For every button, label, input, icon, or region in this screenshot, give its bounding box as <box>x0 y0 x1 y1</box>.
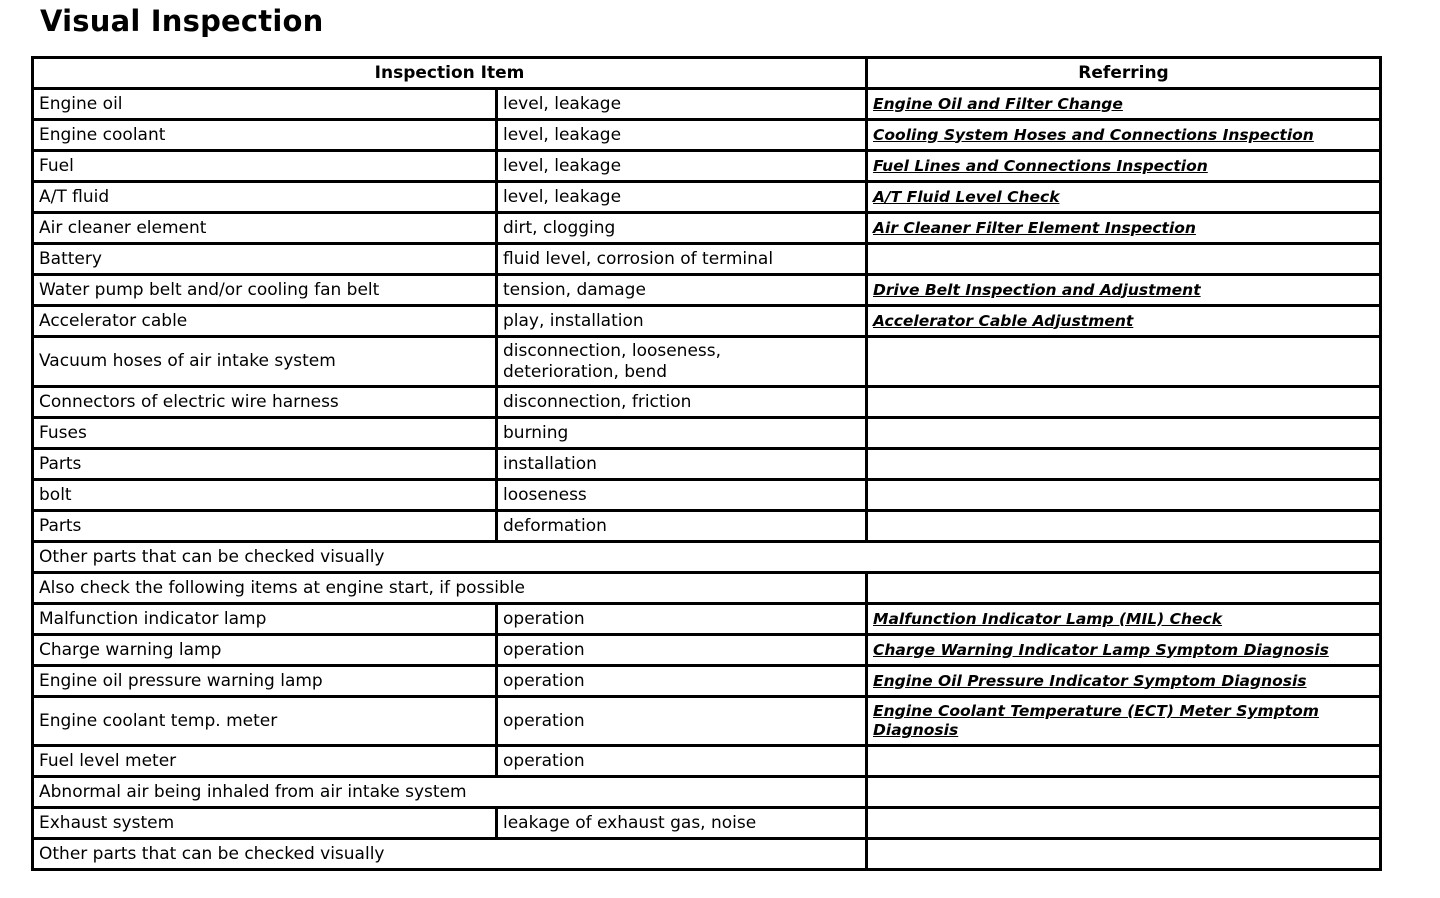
check-cell <box>497 337 867 387</box>
check-cell: fluid level, corrosion of terminal <box>497 244 867 275</box>
inspection-table <box>31 56 1382 871</box>
ref-cell <box>867 418 1381 449</box>
item-cell: Charge warning lamp <box>33 635 497 666</box>
check-cell: leakage of exhaust gas, noise <box>497 808 867 839</box>
table-row <box>33 120 1381 151</box>
item-cell: A/T fluid <box>33 182 497 213</box>
ref-cell <box>867 697 1381 746</box>
ref-cell <box>867 746 1381 777</box>
table-row <box>33 604 1381 635</box>
ref-link[interactable]: Cooling System Hoses and Connections Inspection <box>873 125 1314 144</box>
table-row <box>33 387 1381 418</box>
ref-link[interactable]: Drive Belt Inspection and Adjustment <box>873 280 1201 299</box>
item-cell: Accelerator cable <box>33 306 497 337</box>
check-line: disconnection, looseness, <box>503 340 722 361</box>
ref-cell <box>867 480 1381 511</box>
ref-cell <box>867 244 1381 275</box>
table-row <box>33 306 1381 337</box>
ref-link[interactable]: A/T Fluid Level Check <box>873 187 1060 206</box>
table-row <box>33 635 1381 666</box>
table-row <box>33 511 1381 542</box>
ref-link[interactable]: Air Cleaner Filter Element Inspection <box>873 218 1196 237</box>
ref-cell <box>867 182 1381 213</box>
table-row <box>33 839 1381 870</box>
item-cell-wide: Also check the following items at engine start, if possible <box>33 573 867 604</box>
item-cell: Exhaust system <box>33 808 497 839</box>
item-cell: Battery <box>33 244 497 275</box>
check-cell: disconnection, friction <box>497 387 867 418</box>
table-row <box>33 697 1381 746</box>
check-cell: level, leakage <box>497 182 867 213</box>
item-cell: Engine oil <box>33 89 497 120</box>
ref-link[interactable]: Diagnosis <box>873 721 959 739</box>
ref-link[interactable]: Charge Warning Indicator Lamp Symptom Diagnosis <box>873 640 1329 659</box>
table-row <box>33 244 1381 275</box>
table-row <box>33 213 1381 244</box>
check-cell: operation <box>497 746 867 777</box>
item-cell: Parts <box>33 511 497 542</box>
check-cell: burning <box>497 418 867 449</box>
check-cell: operation <box>497 604 867 635</box>
ref-cell <box>867 275 1381 306</box>
table-row <box>33 182 1381 213</box>
check-cell: level, leakage <box>497 120 867 151</box>
table-row <box>33 777 1381 808</box>
item-cell: Malfunction indicator lamp <box>33 604 497 635</box>
header-inspection-item: Inspection Item <box>33 58 867 89</box>
ref-link[interactable]: Engine Coolant Temperature (ECT) Meter Symptom <box>873 702 1319 720</box>
check-cell: play, installation <box>497 306 867 337</box>
check-cell: operation <box>497 666 867 697</box>
ref-cell <box>867 573 1381 604</box>
table-row <box>33 275 1381 306</box>
header-referring: Referring <box>867 58 1381 89</box>
ref-link[interactable]: Fuel Lines and Connections Inspection <box>873 156 1208 175</box>
table-header-row <box>33 58 1381 89</box>
ref-cell <box>867 306 1381 337</box>
item-cell: Fuses <box>33 418 497 449</box>
ref-cell <box>867 151 1381 182</box>
check-line: deterioration, bend <box>503 361 668 382</box>
table-row <box>33 746 1381 777</box>
item-cell: bolt <box>33 480 497 511</box>
ref-cell <box>867 604 1381 635</box>
ref-cell <box>867 387 1381 418</box>
item-cell-wide: Abnormal air being inhaled from air intake system <box>33 777 867 808</box>
item-cell: Water pump belt and/or cooling fan belt <box>33 275 497 306</box>
ref-link[interactable]: Engine Oil and Filter Change <box>873 94 1123 113</box>
table-row <box>33 808 1381 839</box>
check-cell: tension, damage <box>497 275 867 306</box>
check-cell: level, leakage <box>497 151 867 182</box>
ref-cell <box>867 449 1381 480</box>
item-cell: Fuel <box>33 151 497 182</box>
ref-link[interactable]: Malfunction Indicator Lamp (MIL) Check <box>873 609 1223 628</box>
check-cell: dirt, clogging <box>497 213 867 244</box>
ref-cell <box>867 777 1381 808</box>
ref-cell <box>867 635 1381 666</box>
check-cell: looseness <box>497 480 867 511</box>
ref-link[interactable]: Accelerator Cable Adjustment <box>873 311 1134 330</box>
check-cell: level, leakage <box>497 89 867 120</box>
check-cell: deformation <box>497 511 867 542</box>
ref-cell <box>867 213 1381 244</box>
table-row <box>33 89 1381 120</box>
table-row <box>33 480 1381 511</box>
table-row <box>33 666 1381 697</box>
table-row <box>33 573 1381 604</box>
ref-cell <box>867 511 1381 542</box>
table-row <box>33 337 1381 387</box>
check-cell: installation <box>497 449 867 480</box>
item-cell: Engine coolant <box>33 120 497 151</box>
page-title: Visual Inspection <box>40 4 324 38</box>
ref-cell <box>867 89 1381 120</box>
ref-cell <box>867 666 1381 697</box>
item-cell: Fuel level meter <box>33 746 497 777</box>
item-cell: Engine coolant temp. meter <box>33 697 497 746</box>
item-cell: Engine oil pressure warning lamp <box>33 666 497 697</box>
item-cell-full: Other parts that can be checked visually <box>33 542 1381 573</box>
item-cell: Air cleaner element <box>33 213 497 244</box>
ref-link[interactable]: Engine Oil Pressure Indicator Symptom Diagnosis <box>873 671 1307 690</box>
table-row <box>33 418 1381 449</box>
ref-cell <box>867 337 1381 387</box>
table-row <box>33 542 1381 573</box>
ref-cell <box>867 808 1381 839</box>
item-cell: Vacuum hoses of air intake system <box>33 337 497 387</box>
ref-cell <box>867 120 1381 151</box>
table-row <box>33 151 1381 182</box>
check-cell: operation <box>497 635 867 666</box>
table-row <box>33 449 1381 480</box>
item-cell: Parts <box>33 449 497 480</box>
item-cell-wide: Other parts that can be checked visually <box>33 839 867 870</box>
ref-cell <box>867 839 1381 870</box>
item-cell: Connectors of electric wire harness <box>33 387 497 418</box>
check-cell: operation <box>497 697 867 746</box>
